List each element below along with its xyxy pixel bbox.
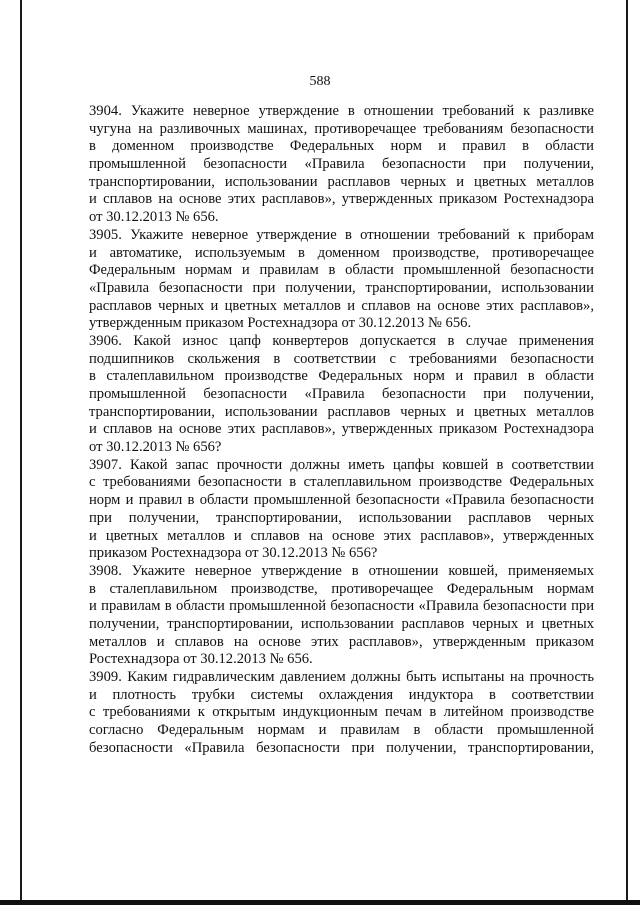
page-number: 588 bbox=[309, 74, 331, 89]
text-line: промышленной безопасности «Правила безопасности при получении, bbox=[89, 386, 594, 402]
text-line: транспортировании, использовании расплавов черных и цветных металлов bbox=[89, 173, 594, 190]
text-line: 3906. Какой износ цапф конвертеров допускается в случае применения bbox=[89, 332, 594, 349]
question-3904 bbox=[89, 103, 594, 227]
question-3906 bbox=[89, 333, 594, 457]
text-line: 3907. Какой запас прочности должны иметь цапфы ковшей в соответствии bbox=[89, 456, 594, 473]
text-line: приказом Ростехнадзора от 30.12.2013 № 656? bbox=[89, 545, 378, 562]
text-line: Ростехнадзора от 30.12.2013 № 656. bbox=[89, 651, 313, 668]
text-line: металлов и сплавов на основе этих расплавов», утвержденным приказом bbox=[89, 633, 594, 650]
text-line: с требованиями к открытым индукционным печам в литейном производстве bbox=[89, 704, 594, 721]
text-line: от 30.12.2013 № 656. bbox=[89, 209, 219, 226]
text-line: норм и правил в области промышленной безопасности «Правила безопасности bbox=[89, 492, 594, 509]
question-3908 bbox=[89, 563, 594, 669]
text-line: согласно Федеральным нормам и правилам в области промышленной bbox=[89, 722, 594, 739]
text-line: при получении, транспортировании, использовании расплавов черных bbox=[89, 509, 594, 526]
text-line: 3904. Укажите неверное утверждение в отношении требований к разливке bbox=[89, 103, 594, 119]
text-line: чугуна на разливочных машинах, противоречащее требованиям безопасности bbox=[89, 120, 594, 137]
text-line: 3909. Каким гидравлическим давлением должны быть испытаны на прочность bbox=[89, 669, 594, 685]
text-line: от 30.12.2013 № 656? bbox=[89, 439, 222, 456]
text-line: в сталеплавильном производстве Федеральных норм и правил в области bbox=[89, 368, 594, 385]
text-line: получении, транспортировании, использовании расплавов черных и цветных bbox=[89, 615, 594, 632]
text-line: и автоматике, используемым в доменном производстве, противоречащее bbox=[89, 244, 594, 261]
text-line: подшипников скольжения в соответствии с требованиями безопасности bbox=[89, 350, 594, 367]
text-line: с требованиями безопасности в сталеплавильном производстве Федеральных bbox=[89, 474, 594, 491]
text-line: Федеральным нормам и правилам в области промышленной безопасности bbox=[89, 262, 594, 279]
text-line: 3908. Укажите неверное утверждение в отношении ковшей, применяемых bbox=[89, 562, 594, 579]
text-line: и плотность трубки системы охлаждения индуктора в соответствии bbox=[89, 686, 594, 703]
scan-border-left bbox=[20, 0, 22, 905]
text-line: расплавов черных и цветных металлов и сплавов на основе этих расплавов», bbox=[89, 297, 594, 314]
text-line: и сплавов на основе этих расплавов», утвержденных приказом Ростехнадзора bbox=[89, 421, 594, 438]
scan-border-bottom bbox=[0, 900, 640, 905]
text-line: и сплавов на основе этих расплавов», утвержденных приказом Ростехнадзора bbox=[89, 191, 594, 208]
text-line: и цветных металлов и сплавов на основе этих расплавов», утвержденных bbox=[89, 527, 594, 544]
scan-border-right bbox=[626, 0, 628, 905]
text-line: промышленной безопасности «Правила безопасности при получении, bbox=[89, 156, 594, 173]
question-3909 bbox=[89, 669, 594, 757]
question-3907 bbox=[89, 457, 594, 563]
text-line: транспортировании, использовании расплавов черных и цветных металлов bbox=[89, 403, 594, 420]
text-line: безопасности «Правила безопасности при получении, транспортировании, bbox=[89, 739, 594, 756]
text-line: в доменном производстве Федеральных норм и правил в области bbox=[89, 138, 594, 155]
text-line: и правилам в области промышленной безопасности «Правила безопасности при bbox=[89, 598, 594, 615]
text-line: утвержденным приказом Ростехнадзора от 30.12.2013 № 656. bbox=[89, 315, 472, 332]
text-line: в сталеплавильном производстве, противоречащее Федеральным нормам bbox=[89, 580, 594, 597]
document-body bbox=[89, 103, 594, 757]
question-3905 bbox=[89, 227, 594, 333]
text-line: «Правила безопасности при получении, транспортировании, использовании bbox=[89, 279, 594, 296]
text-line: 3905. Укажите неверное утверждение в отношении требований к приборам bbox=[89, 226, 594, 243]
